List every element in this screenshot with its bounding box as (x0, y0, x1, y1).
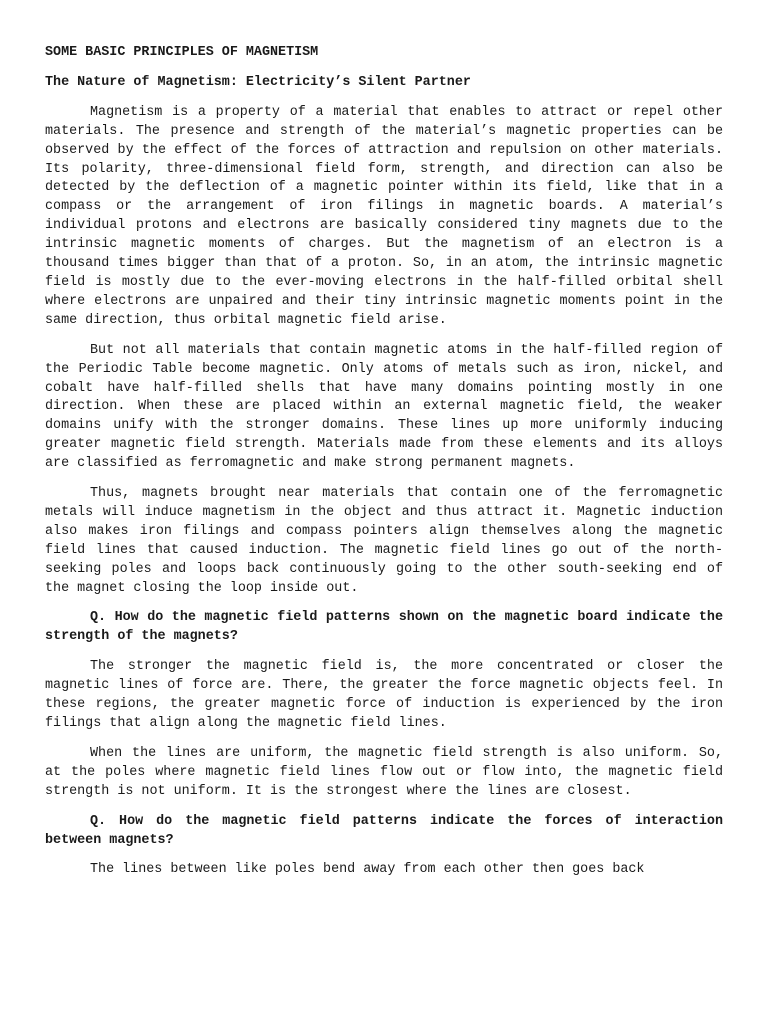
document-subtitle: The Nature of Magnetism: Electricity’s Silent Partner (45, 74, 471, 90)
paragraph: Thus, magnets brought near materials that contain one of the ferromagnetic metals will induce magnetism in the object and thus attract it. Magnetic induction also makes iron filings and compass pointers align themselves along the magnetic field lines that caused induction. The magnetic field lines go out of the north-seeking poles and loops back continuously going to the other south-seeking end of the magnet closing the loop inside out. (45, 486, 723, 596)
paragraph: The lines between like poles bend away from each other then goes back (90, 862, 645, 878)
paragraph: The stronger the magnetic field is, the more concentrated or closer the magnetic lines of force are. There, the greater the force magnetic objects feel. In these regions, the greater magnetic force of induction is experienced by the iron filings that align along the magnetic field lines. (45, 659, 723, 731)
document-page (45, 44, 723, 880)
question-heading: Q. How do the magnetic field patterns shown on the magnetic board indicate the strength of the magnets? (45, 610, 723, 645)
paragraph: Magnetism is a property of a material that enables to attract or repel other materials. The presence and strength of the material’s magnetic properties can be observed by the effect of the forces of attraction and repulsion on other materials. Its polarity, three-dimensional field form, strength, and direction can also be detected by the deflection of a magnetic pointer within its field, like that in a compass or the arrangement of iron filings in magnetic boards. A material’s individual protons and electrons are basically considered tiny magnets due to the intrinsic magnetic moments of charges. But the magnetism of an electron is a thousand times bigger than that of a proton. So, in an atom, the intrinsic magnetic field is mostly due to the ever-moving electrons in the half-filled orbital shell where electrons are unpaired and their tiny intrinsic magnetic moments point in the same direction, thus orbital magnetic field arise. (45, 104, 723, 328)
paragraph: When the lines are uniform, the magnetic field strength is also uniform. So, at the poles where magnetic field lines flow out or flow into, the magnetic field strength is not uniform. It is the strongest where the lines are closest. (45, 745, 723, 799)
question-heading: Q. How do the magnetic field patterns indicate the forces of interaction between magnets? (45, 813, 723, 848)
document-title: SOME BASIC PRINCIPLES OF MAGNETISM (45, 45, 319, 60)
paragraph: But not all materials that contain magnetic atoms in the half-filled region of the Periodic Table become magnetic. Only atoms of metals such as iron, nickel, and cobalt have half-filled shells that have many domains pointing mostly in one direction. When these are placed within an external magnetic field, the weaker domains unify with the stronger domains. These lines up more uniformly inducing greater magnetic field strength. Materials made from these elements and its alloys are classified as ferromagnetic and make strong permanent magnets. (45, 342, 723, 472)
